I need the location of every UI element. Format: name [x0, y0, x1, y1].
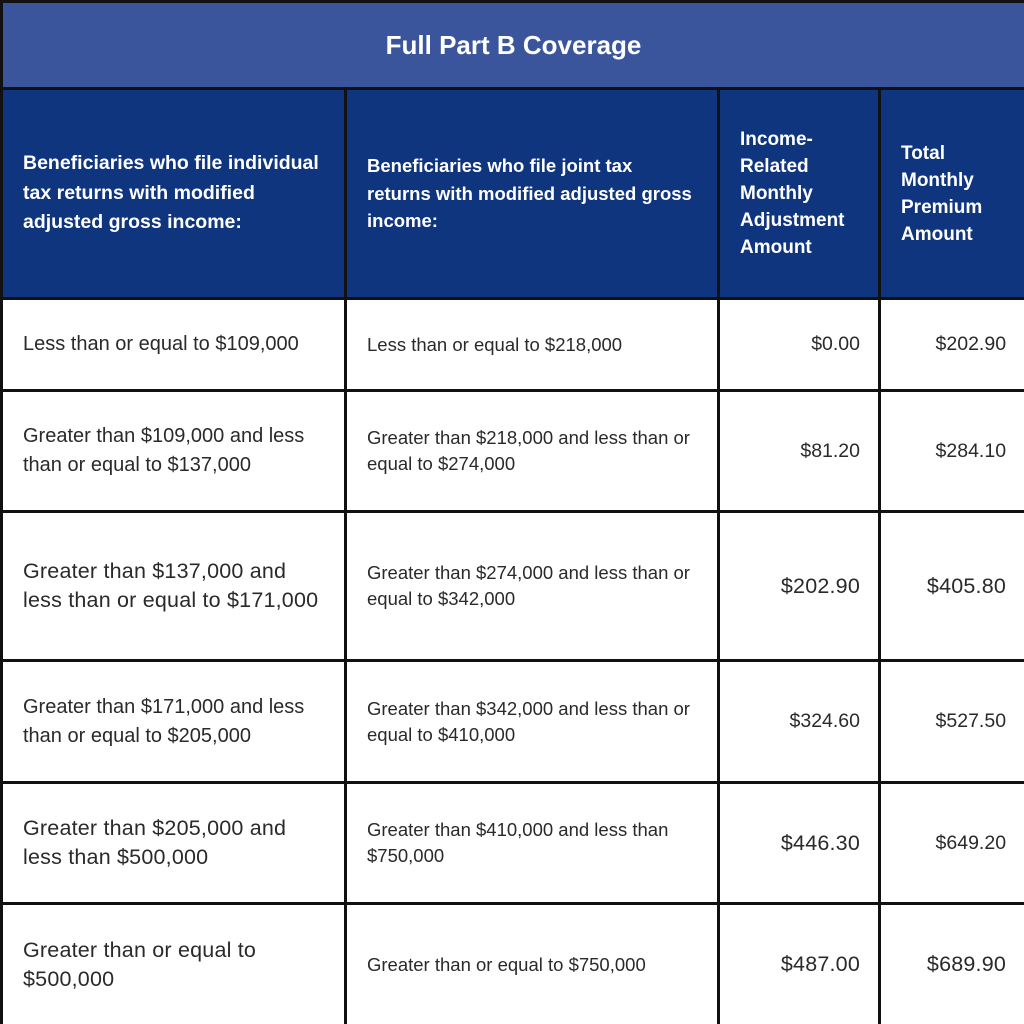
joint-income-cell: Greater than $410,000 and less than $750,000 [346, 783, 719, 904]
table-row [2, 512, 1024, 661]
individual-income-cell: Greater than $205,000 and less than $500,000 [2, 783, 346, 904]
individual-income-cell: Greater than or equal to $500,000 [2, 904, 346, 1024]
joint-income-cell: Greater than $274,000 and less than or equal to $342,000 [346, 512, 719, 661]
total-premium-cell: $527.50 [880, 661, 1024, 783]
irmaa-cell: $81.20 [719, 391, 880, 512]
total-premium-cell: $405.80 [880, 512, 1024, 661]
irmaa-cell: $446.30 [719, 783, 880, 904]
header-individual: Beneficiaries who file individual tax returns with modified adjusted gross income: [2, 89, 346, 299]
individual-income-cell: Greater than $137,000 and less than or equal to $171,000 [2, 512, 346, 661]
irmaa-cell: $202.90 [719, 512, 880, 661]
title-row [2, 2, 1024, 89]
table-row [2, 299, 1024, 391]
individual-income-cell: Greater than $171,000 and less than or equal to $205,000 [2, 661, 346, 783]
individual-income-cell: Less than or equal to $109,000 [2, 299, 346, 391]
total-premium-cell: $284.10 [880, 391, 1024, 512]
total-premium-cell: $649.20 [880, 783, 1024, 904]
joint-income-cell: Less than or equal to $218,000 [346, 299, 719, 391]
table-row [2, 391, 1024, 512]
joint-income-cell: Greater than $218,000 and less than or equal to $274,000 [346, 391, 719, 512]
header-row [2, 89, 1024, 299]
irmaa-cell: $487.00 [719, 904, 880, 1024]
irmaa-cell: $324.60 [719, 661, 880, 783]
joint-income-cell: Greater than $342,000 and less than or equal to $410,000 [346, 661, 719, 783]
table-row [2, 661, 1024, 783]
header-irmaa: Income-Related Monthly Adjustment Amount [719, 89, 880, 299]
table-row [2, 904, 1024, 1024]
individual-income-cell: Greater than $109,000 and less than or equal to $137,000 [2, 391, 346, 512]
table-row [2, 783, 1024, 904]
irmaa-cell: $0.00 [719, 299, 880, 391]
total-premium-cell: $202.90 [880, 299, 1024, 391]
joint-income-cell: Greater than or equal to $750,000 [346, 904, 719, 1024]
header-total: Total Monthly Premium Amount [880, 89, 1024, 299]
header-joint: Beneficiaries who file joint tax returns with modified adjusted gross income: [346, 89, 719, 299]
total-premium-cell: $689.90 [880, 904, 1024, 1024]
table-title: Full Part B Coverage [2, 2, 1024, 89]
